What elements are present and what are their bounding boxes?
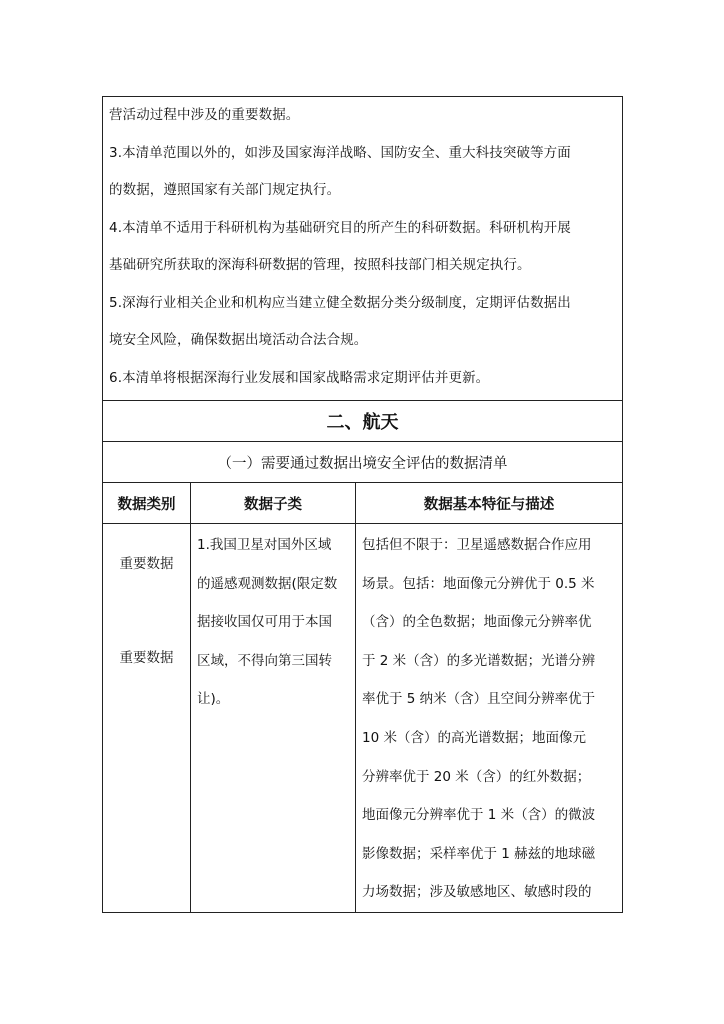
notes-cell: [103, 97, 623, 401]
section-title-row: [103, 401, 623, 442]
category-label: 重要数据: [119, 650, 174, 666]
description-line: 力场数据；涉及敏感地区、敏感时段的: [362, 884, 592, 901]
note-line: 境安全风险，确保数据出境活动合法合规。: [109, 332, 368, 348]
subsection-title: （一）需要通过数据出境安全评估的数据清单: [103, 442, 623, 483]
note-line: 5.深海行业相关企业和机构应当建立健全数据分类分级制度，定期评估数据出: [109, 294, 571, 311]
description-cell: [356, 524, 623, 913]
note-line: 营活动过程中涉及的重要数据。: [109, 107, 300, 123]
subcategory-line: 据接收国仅可用于本国: [197, 614, 332, 631]
header-category: 数据类别: [103, 483, 191, 524]
category-label: 重要数据: [119, 556, 174, 572]
subcategory-line: 的遥感观测数据(限定数: [197, 575, 338, 592]
category-cell: [103, 524, 191, 913]
note-line: 6.本清单将根据深海行业发展和国家战略需求定期评估并更新。: [109, 369, 490, 386]
subcategory-line: 让)。: [197, 691, 230, 708]
note-line: 基础研究所获取的深海科研数据的管理，按照科技部门相关规定执行。: [109, 257, 531, 273]
table-row: [103, 524, 623, 913]
description-line: 地面像元分辨率优于 1 米（含）的微波: [362, 807, 596, 824]
description-line: 率优于 5 纳米（含）且空间分辨率优于: [362, 691, 596, 708]
subcategory-cell: [191, 524, 356, 913]
note-line: 3.本清单范围以外的，如涉及国家海洋战略、国防安全、重大科技突破等方面: [109, 144, 571, 161]
subcategory-line: 区域，不得向第三国转: [197, 652, 332, 669]
data-list-table: [102, 96, 623, 913]
description-line: 包括但不限于：卫星遥感数据合作应用: [362, 537, 592, 553]
notes-row: [103, 97, 623, 401]
section-title: 二、航天: [103, 401, 623, 442]
note-line: 4.本清单不适用于科研机构为基础研究目的所产生的科研数据。科研机构开展: [109, 219, 571, 236]
description-line: 场景。包括：地面像元分辨优于 0.5 米: [362, 575, 595, 592]
header-description: 数据基本特征与描述: [356, 483, 623, 524]
description-line: 分辨率优于 20 米（含）的红外数据；: [362, 768, 591, 785]
table-header-row: [103, 483, 623, 524]
description-line: 10 米（含）的高光谱数据；地面像元: [362, 729, 586, 746]
note-line: 的数据，遵照国家有关部门规定执行。: [109, 182, 341, 198]
subcategory-line: 1.我国卫星对国外区域: [197, 537, 332, 553]
description-line: 于 2 米（含）的多光谱数据；光谱分辨: [362, 652, 596, 669]
subsection-title-row: [103, 442, 623, 483]
header-subcategory: 数据子类: [191, 483, 356, 524]
description-line: 影像数据；采样率优于 1 赫兹的地球磁: [362, 845, 596, 862]
description-line: （含）的全色数据；地面像元分辨率优: [362, 614, 592, 631]
